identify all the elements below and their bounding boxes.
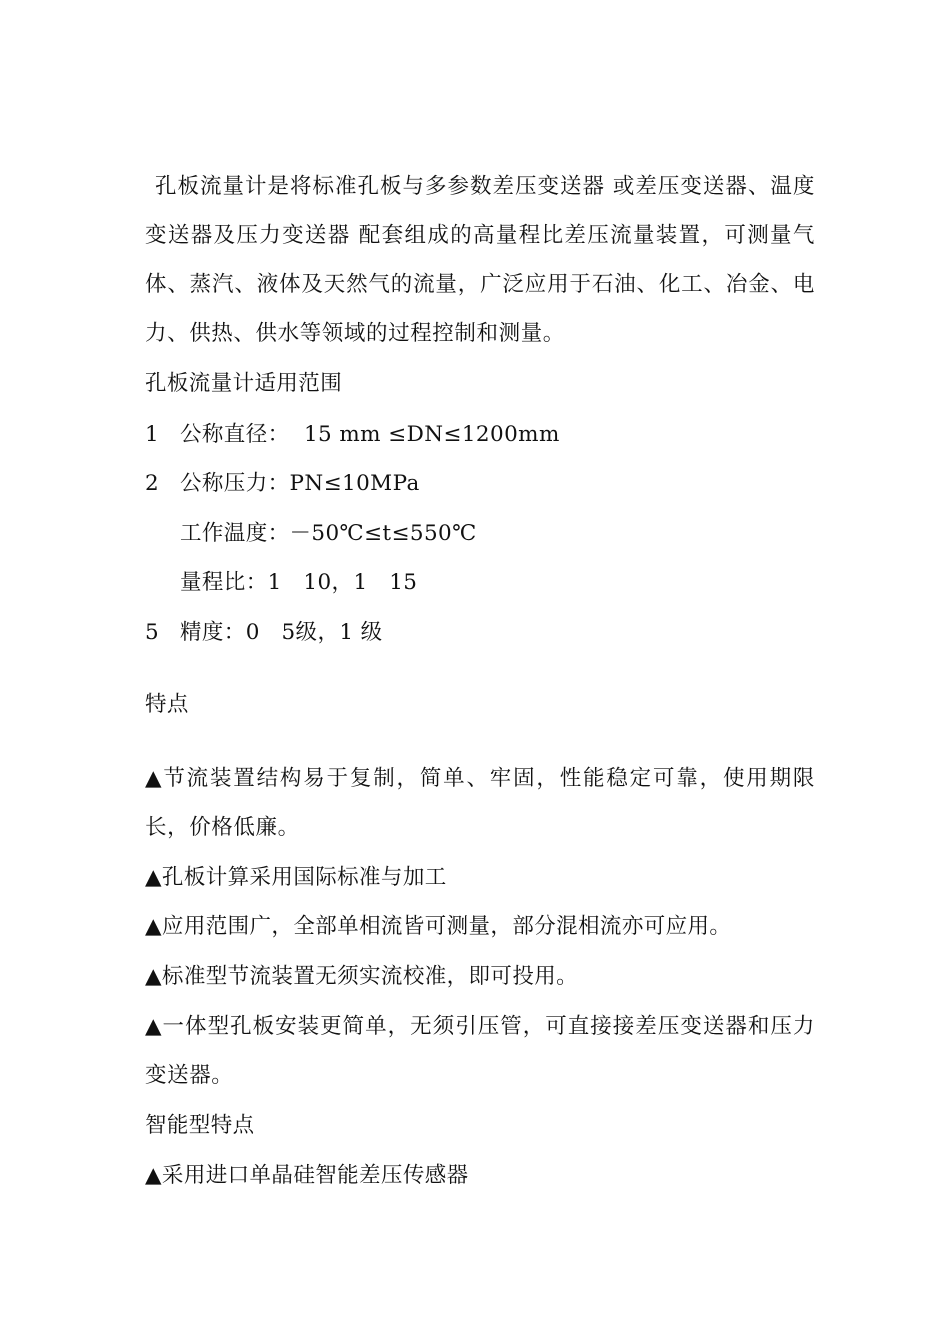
scope-item-text: 工作温度：－50℃≤t≤550℃ (180, 521, 477, 546)
scope-item-text: 公称压力：PN≤10MPa (180, 471, 420, 496)
intro-paragraph: 孔板流量计是将标准孔板与多参数差压变送器 或差压变送器、温度变送器及压力变送器 配套组成的高量程比差压流量装置，可测量气体、蒸汽、液体及天然气的流量，广泛应用于石油、化工、冶金、电力、供热、供水等领域的过程控制和测量。 (145, 174, 815, 346)
scope-item-text: 量程比：1 10，1 15 (180, 570, 418, 595)
scope-item-text: 精度：0 5级，1 级 (180, 620, 383, 645)
scope-item-number: 5 (145, 620, 160, 645)
scope-heading: 孔板流量计适用范围 (145, 371, 343, 396)
smart-feature-item-1: ▲采用进口单晶硅智能差压传感器 (145, 1163, 469, 1188)
feature-item-2: ▲孔板计算采用国际标准与加工 (145, 865, 447, 890)
features-heading: 特点 (145, 692, 189, 717)
feature-item-5: ▲一体型孔板安装更简单，无须引压管，可直接接差压变送器和压力变送器。 (145, 1014, 815, 1088)
scope-item-3 (180, 519, 477, 549)
scope-item-2 (145, 469, 420, 499)
scope-item-number: 2 (145, 471, 160, 496)
scope-item-1 (145, 420, 560, 450)
feature-item-4: ▲标准型节流装置无须实流校准，即可投用。 (145, 964, 579, 989)
feature-item-3: ▲应用范围广，全部单相流皆可测量，部分混相流亦可应用。 (145, 914, 732, 939)
scope-item-number: 1 (145, 422, 160, 447)
scope-item-5 (145, 618, 383, 648)
scope-item-4 (180, 568, 417, 598)
smart-features-heading: 智能型特点 (145, 1113, 255, 1138)
scope-item-text: 公称直径： 15 mm ≤DN≤1200mm (180, 422, 560, 447)
feature-item-1: ▲节流装置结构易于复制，简单、牢固，性能稳定可靠，使用期限长，价格低廉。 (145, 766, 815, 840)
